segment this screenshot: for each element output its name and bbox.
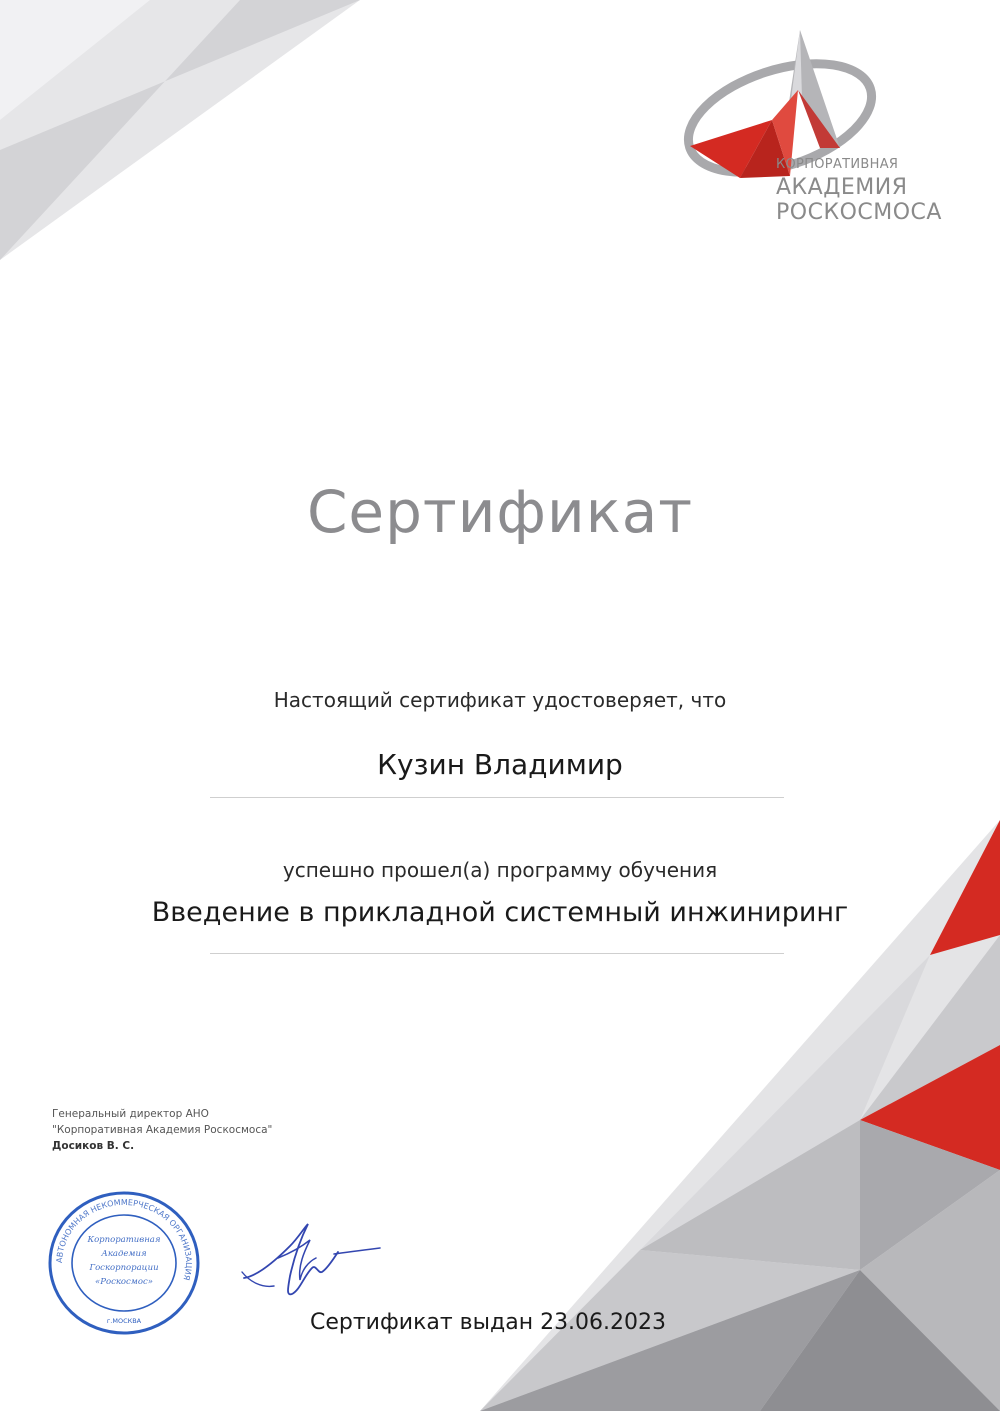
organization-stamp bbox=[46, 1190, 202, 1336]
stamp-center-line-1: Корпоративная bbox=[87, 1235, 161, 1245]
stamp-city: г.МОСКВА bbox=[106, 1317, 142, 1325]
stamp-center-line-4: «Роскосмос» bbox=[95, 1277, 153, 1287]
logo-line-2: АКАДЕМИЯ bbox=[776, 175, 908, 200]
signatory-name: Досиков В. С. bbox=[52, 1140, 135, 1152]
signatory-position-line-2: "Корпоративная Академия Роскосмоса" bbox=[52, 1124, 273, 1136]
name-underline bbox=[210, 797, 784, 798]
logo-line-1: КОРПОРАТИВНАЯ bbox=[776, 157, 899, 172]
certificate-intro: Настоящий сертификат удостоверяет, что bbox=[273, 688, 727, 712]
logo-wordmark bbox=[776, 158, 942, 224]
program-underline bbox=[210, 953, 784, 954]
stamp-center-line-3: Госкорпорации bbox=[89, 1263, 159, 1273]
passed-program-text: успешно прошел(а) программу обучения bbox=[282, 858, 718, 882]
stamp-center-line-2: Академия bbox=[101, 1249, 147, 1259]
stamp-ring-text: АВТОНОМНАЯ НЕКОММЕРЧЕСКАЯ ОРГАНИЗАЦИЯ bbox=[54, 1197, 194, 1282]
signatory-block bbox=[52, 1106, 272, 1154]
issue-date-text: Сертификат выдан 23.06.2023 bbox=[310, 1310, 667, 1335]
recipient-name: Кузин Владимир bbox=[377, 748, 623, 781]
signatory-position-line-1: Генеральный директор АНО bbox=[52, 1108, 209, 1120]
program-name: Введение в прикладной системный инжиниринг bbox=[151, 897, 849, 928]
certificate-title: Сертификат bbox=[306, 478, 694, 546]
logo-line-3: РОСКОСМОСА bbox=[776, 200, 942, 225]
handwritten-signature bbox=[238, 1218, 388, 1302]
